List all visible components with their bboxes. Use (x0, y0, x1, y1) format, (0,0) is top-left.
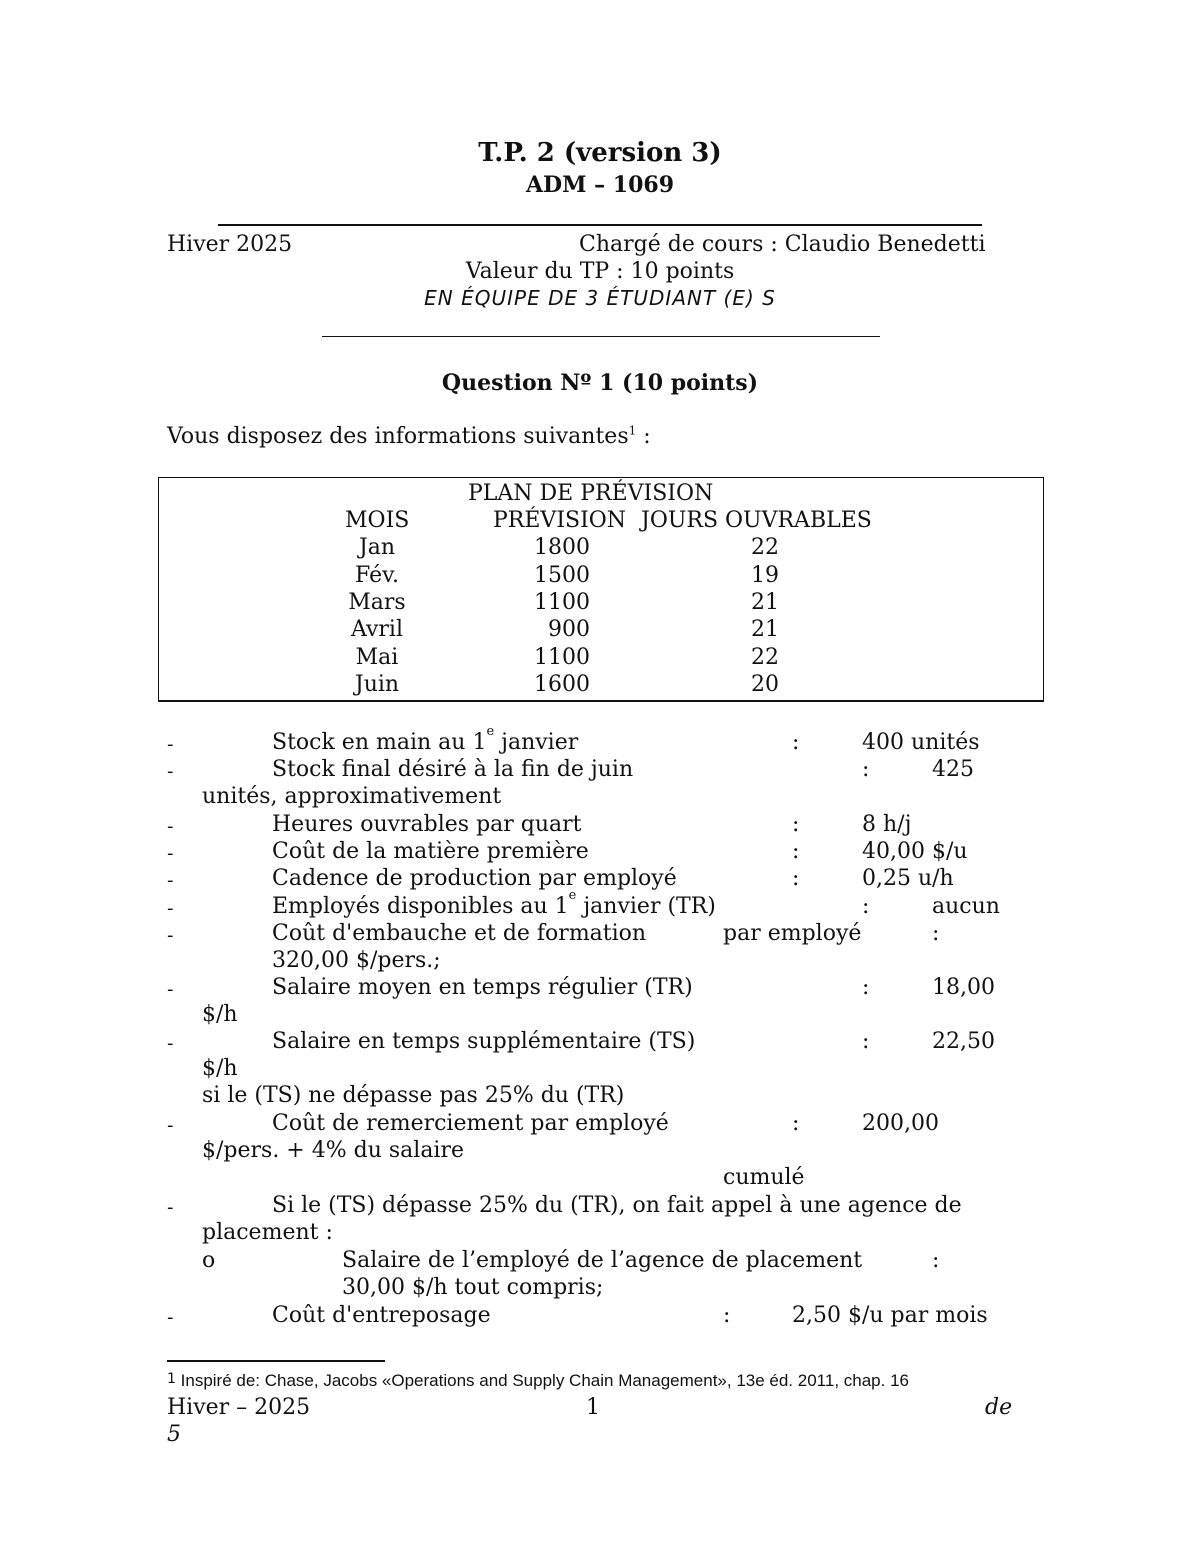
list-dash: - (167, 761, 174, 782)
table-cell-mois: Juin (354, 672, 400, 697)
list-dash: - (167, 1115, 174, 1136)
table-cell-prevision: 1600 (534, 672, 590, 697)
item-colon: : (792, 730, 800, 755)
item-matiere-label: Coût de la matière première (272, 839, 589, 864)
list-dash: - (167, 1197, 174, 1218)
item-salaire-ts-value: 22,50 (932, 1029, 995, 1054)
item-remerciement-value: 200,00 (862, 1111, 939, 1136)
item-agence-cont: placement : (202, 1220, 333, 1245)
item-heures-value: 8 h/j (862, 812, 912, 837)
item-stock-final-label: Stock final désiré à la fin de juin (272, 757, 634, 782)
table-cell-jours: 20 (751, 672, 779, 697)
item-colon: : (792, 1111, 800, 1136)
team-label: EN ÉQUIPE DE 3 ÉTUDIANT (E) S (424, 286, 776, 310)
footnote (167, 1371, 909, 1391)
term-label: Hiver 2025 (167, 232, 293, 257)
intro-footnote-ref[interactable]: 1 (628, 423, 637, 438)
document-title: T.P. 2 (version 3) (478, 138, 722, 168)
item-salaire-tr-value: 18,00 (932, 975, 995, 1000)
item-entreposage-value: 2,50 $/u par mois (792, 1303, 988, 1328)
item-agence-salaire-cont: 30,00 $/h tout compris; (342, 1275, 604, 1300)
subheader-rule (322, 336, 880, 337)
tp-value: Valeur du TP : 10 points (465, 259, 735, 284)
table-cell-prevision: 900 (548, 617, 590, 642)
item-heures-label: Heures ouvrables par quart (272, 812, 582, 837)
item-matiere-value: 40,00 $/u (862, 839, 968, 864)
table-cell-prevision: 1500 (534, 563, 590, 588)
footer-page-number: 1 (586, 1395, 600, 1420)
item-salaire-ts-cont2: si le (TS) ne dépasse pas 25% du (TR) (202, 1083, 625, 1108)
item-remerciement-label: Coût de remerciement par employé (272, 1111, 669, 1136)
item-stock-final-value: 425 (932, 757, 974, 782)
list-dash: - (167, 734, 174, 755)
list-dash: - (167, 816, 174, 837)
item-stock-final-cont: unités, approximativement (202, 784, 502, 809)
table-cell-jours: 21 (751, 590, 779, 615)
item-colon: : (862, 894, 870, 919)
table-cell-prevision: 1800 (534, 535, 590, 560)
header-jours: JOURS OUVRABLES (641, 508, 872, 533)
table-cell-mois: Mai (355, 645, 399, 670)
item-embauche-label2: par employé (723, 921, 862, 946)
item-stock-initial-label: Stock en main au 1e janvier (272, 724, 579, 755)
list-dash: - (167, 979, 174, 1000)
header-mois: MOIS (345, 508, 410, 533)
table-cell-jours: 19 (751, 563, 779, 588)
table-caption: PLAN DE PRÉVISION (468, 481, 714, 506)
list-dash: - (167, 870, 174, 891)
item-salaire-ts-cont: $/h (202, 1056, 238, 1081)
item-colon: : (723, 1303, 731, 1328)
table-cell-prevision: 1100 (534, 590, 590, 615)
table-cell-jours: 21 (751, 617, 779, 642)
table-cell-mois: Mars (348, 590, 406, 615)
question-intro (167, 424, 651, 449)
list-dash: - (167, 843, 174, 864)
footer-term: Hiver – 2025 (167, 1395, 311, 1420)
footnote-text: Inspiré de: Chase, Jacobs «Operations and Supply Chain Management», 13e éd. 2011, chap. 16 (175, 1371, 909, 1390)
item-colon: : (792, 812, 800, 837)
item-employes-label: Employés disponibles au 1e janvier (TR) (272, 888, 716, 919)
instructor-label: Chargé de cours : Claudio Benedetti (579, 232, 986, 257)
item-colon: : (792, 839, 800, 864)
item-salaire-tr-label: Salaire moyen en temps régulier (TR) (272, 975, 693, 1000)
item-colon: : (862, 975, 870, 1000)
footer-de: de (985, 1395, 1013, 1420)
list-dash: - (167, 1307, 174, 1328)
course-code: ADM – 1069 (525, 172, 675, 198)
list-dash: - (167, 898, 174, 919)
header-prevision: PRÉVISION (493, 508, 627, 533)
item-colon: : (862, 757, 870, 782)
item-colon: : (932, 1248, 940, 1273)
footnote-number: 1 (167, 1371, 176, 1387)
item-embauche-cont: 320,00 $/pers.; (272, 948, 441, 973)
item-colon: : (932, 921, 940, 946)
list-dash: - (167, 925, 174, 946)
item-salaire-ts-label: Salaire en temps supplémentaire (TS) (272, 1029, 696, 1054)
header-rule (218, 224, 982, 226)
item-salaire-tr-cont: $/h (202, 1002, 238, 1027)
intro-end: : (636, 424, 651, 449)
item-entreposage-label: Coût d'entreposage (272, 1303, 491, 1328)
list-bullet: o (202, 1248, 216, 1273)
item-agence-label: Si le (TS) dépasse 25% du (TR), on fait appel à une agence de (272, 1193, 962, 1218)
item-cadence-label: Cadence de production par employé (272, 866, 677, 891)
item-embauche-label: Coût d'embauche et de formation (272, 921, 647, 946)
question-heading: Question Nº 1 (10 points) (441, 370, 759, 396)
item-colon: : (792, 866, 800, 891)
table-cell-mois: Avril (350, 617, 403, 642)
intro-text: Vous disposez des informations suivantes (167, 424, 629, 449)
item-colon: : (862, 1029, 870, 1054)
footer-total-pages: 5 (167, 1422, 181, 1447)
table-cell-jours: 22 (751, 535, 779, 560)
item-employes-value: aucun (932, 894, 1000, 919)
table-cell-jours: 22 (751, 645, 779, 670)
item-agence-salaire-label: Salaire de l’employé de l’agence de placement (342, 1248, 863, 1273)
item-cadence-value: 0,25 u/h (862, 866, 954, 891)
item-stock-initial-value: 400 unités (862, 730, 980, 755)
table-cell-mois: Fév. (355, 563, 399, 588)
table-cell-prevision: 1100 (534, 645, 590, 670)
table-cell-mois: Jan (358, 535, 396, 560)
item-remerciement-cont: $/pers. + 4% du salaire (202, 1138, 465, 1163)
footnote-rule (167, 1360, 385, 1362)
list-dash: - (167, 1033, 174, 1054)
item-remerciement-cont2: cumulé (723, 1165, 805, 1190)
